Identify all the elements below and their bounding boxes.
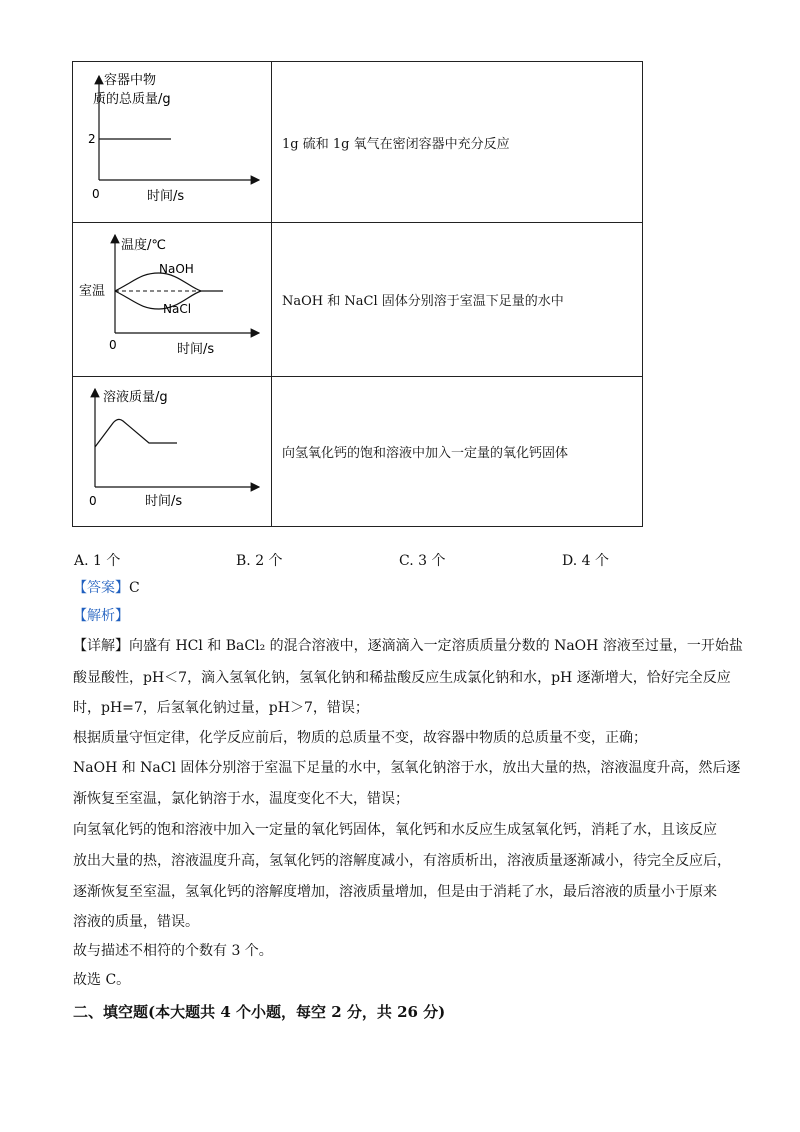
ylabel-line2: 质的总质量/g bbox=[93, 92, 171, 107]
analysis-line bbox=[73, 606, 129, 626]
body-line: 放出大量的热，溶液温度升高，氢氧化钙的溶解度减小，有溶质析出，溶液质量逐渐减小，待完全反应后， bbox=[73, 853, 731, 869]
body-line: 时，pH=7，后氢氧化钠过量，pH＞7，错误； bbox=[73, 700, 369, 716]
body-line: 渐恢复至室温，氯化钠溶于水，温度变化不大，错误； bbox=[73, 791, 409, 807]
desc-cell-1: 1g 硫和 1g 氧气在密闭容器中充分反应 bbox=[272, 62, 643, 223]
desc-cell-3: 向氢氧化钙的饱和溶液中加入一定量的氧化钙固体 bbox=[272, 377, 643, 527]
desc-cell-2: NaOH 和 NaCl 固体分别溶于室温下足量的水中 bbox=[272, 223, 643, 377]
ylabel: 溶液质量/g bbox=[103, 390, 168, 405]
option-c: C. 3 个 bbox=[399, 553, 446, 569]
detail-line-1 bbox=[73, 636, 743, 656]
section-title: 二、填空题(本大题共 4 个小题，每空 2 分，共 26 分) bbox=[73, 1003, 446, 1021]
body-line: 逐渐恢复至室温，氢氧化钙的溶解度增加，溶液质量增加，但是由于消耗了水，最后溶液的质量小于原来 bbox=[73, 884, 717, 900]
upper-label: NaOH bbox=[159, 262, 194, 276]
origin-label: 0 bbox=[92, 187, 100, 201]
origin-label: 0 bbox=[109, 338, 117, 352]
xlabel: 时间/s bbox=[147, 189, 185, 204]
graph-cell-2 bbox=[73, 223, 272, 377]
option-a: A. 1 个 bbox=[74, 553, 121, 569]
temperature-graph bbox=[73, 223, 271, 372]
question-table bbox=[72, 61, 643, 527]
graph-cell-3 bbox=[73, 377, 272, 527]
origin-label: 0 bbox=[89, 494, 97, 508]
ylabel-line1: 容器中物 bbox=[104, 73, 157, 88]
detail-tag: 【详解】 bbox=[73, 638, 129, 654]
option-b: B. 2 个 bbox=[236, 553, 283, 569]
xlabel: 时间/s bbox=[145, 494, 183, 509]
ytick-label: 2 bbox=[88, 132, 96, 146]
answer-value: C bbox=[129, 580, 140, 596]
body-line: 故与描述不相符的个数有 3 个。 bbox=[73, 943, 273, 959]
body-line: 根据质量守恒定律，化学反应前后，物质的总质量不变，故容器中物质的总质量不变，正确； bbox=[73, 730, 647, 746]
detail-text: 向盛有 HCl 和 BaCl₂ 的混合溶液中，逐滴滴入一定溶质质量分数的 NaOH 溶液至过量，一开始盐 bbox=[129, 638, 743, 654]
mass-curve bbox=[95, 419, 177, 447]
analysis-tag: 【解析】 bbox=[73, 608, 129, 624]
lower-label: NaCl bbox=[163, 302, 192, 316]
body-line: 溶液的质量，错误。 bbox=[73, 914, 199, 930]
solution-mass-graph bbox=[73, 377, 271, 522]
xlabel: 时间/s bbox=[177, 342, 215, 357]
option-d: D. 4 个 bbox=[562, 553, 609, 569]
ylabel: 温度/℃ bbox=[121, 238, 166, 253]
body-line: NaOH 和 NaCl 固体分别溶于室温下足量的水中，氢氧化钠溶于水，放出大量的热，溶液温度升高，然后逐 bbox=[73, 760, 741, 776]
graph-cell-1 bbox=[73, 62, 272, 223]
answer-tag: 【答案】 bbox=[73, 580, 129, 596]
body-line: 向氢氧化钙的饱和溶液中加入一定量的氧化钙固体，氧化钙和水反应生成氢氧化钙，消耗了水，且该反应 bbox=[73, 822, 717, 838]
body-line: 故选 C。 bbox=[73, 972, 131, 988]
answer-line bbox=[73, 578, 140, 598]
mass-graph bbox=[73, 62, 271, 218]
ytick-label: 室温 bbox=[79, 284, 106, 299]
body-line: 酸显酸性，pH＜7，滴入氢氧化钠，氢氧化钠和稀盐酸反应生成氯化钠和水，pH 逐渐增大，恰好完全反应 bbox=[73, 670, 731, 686]
